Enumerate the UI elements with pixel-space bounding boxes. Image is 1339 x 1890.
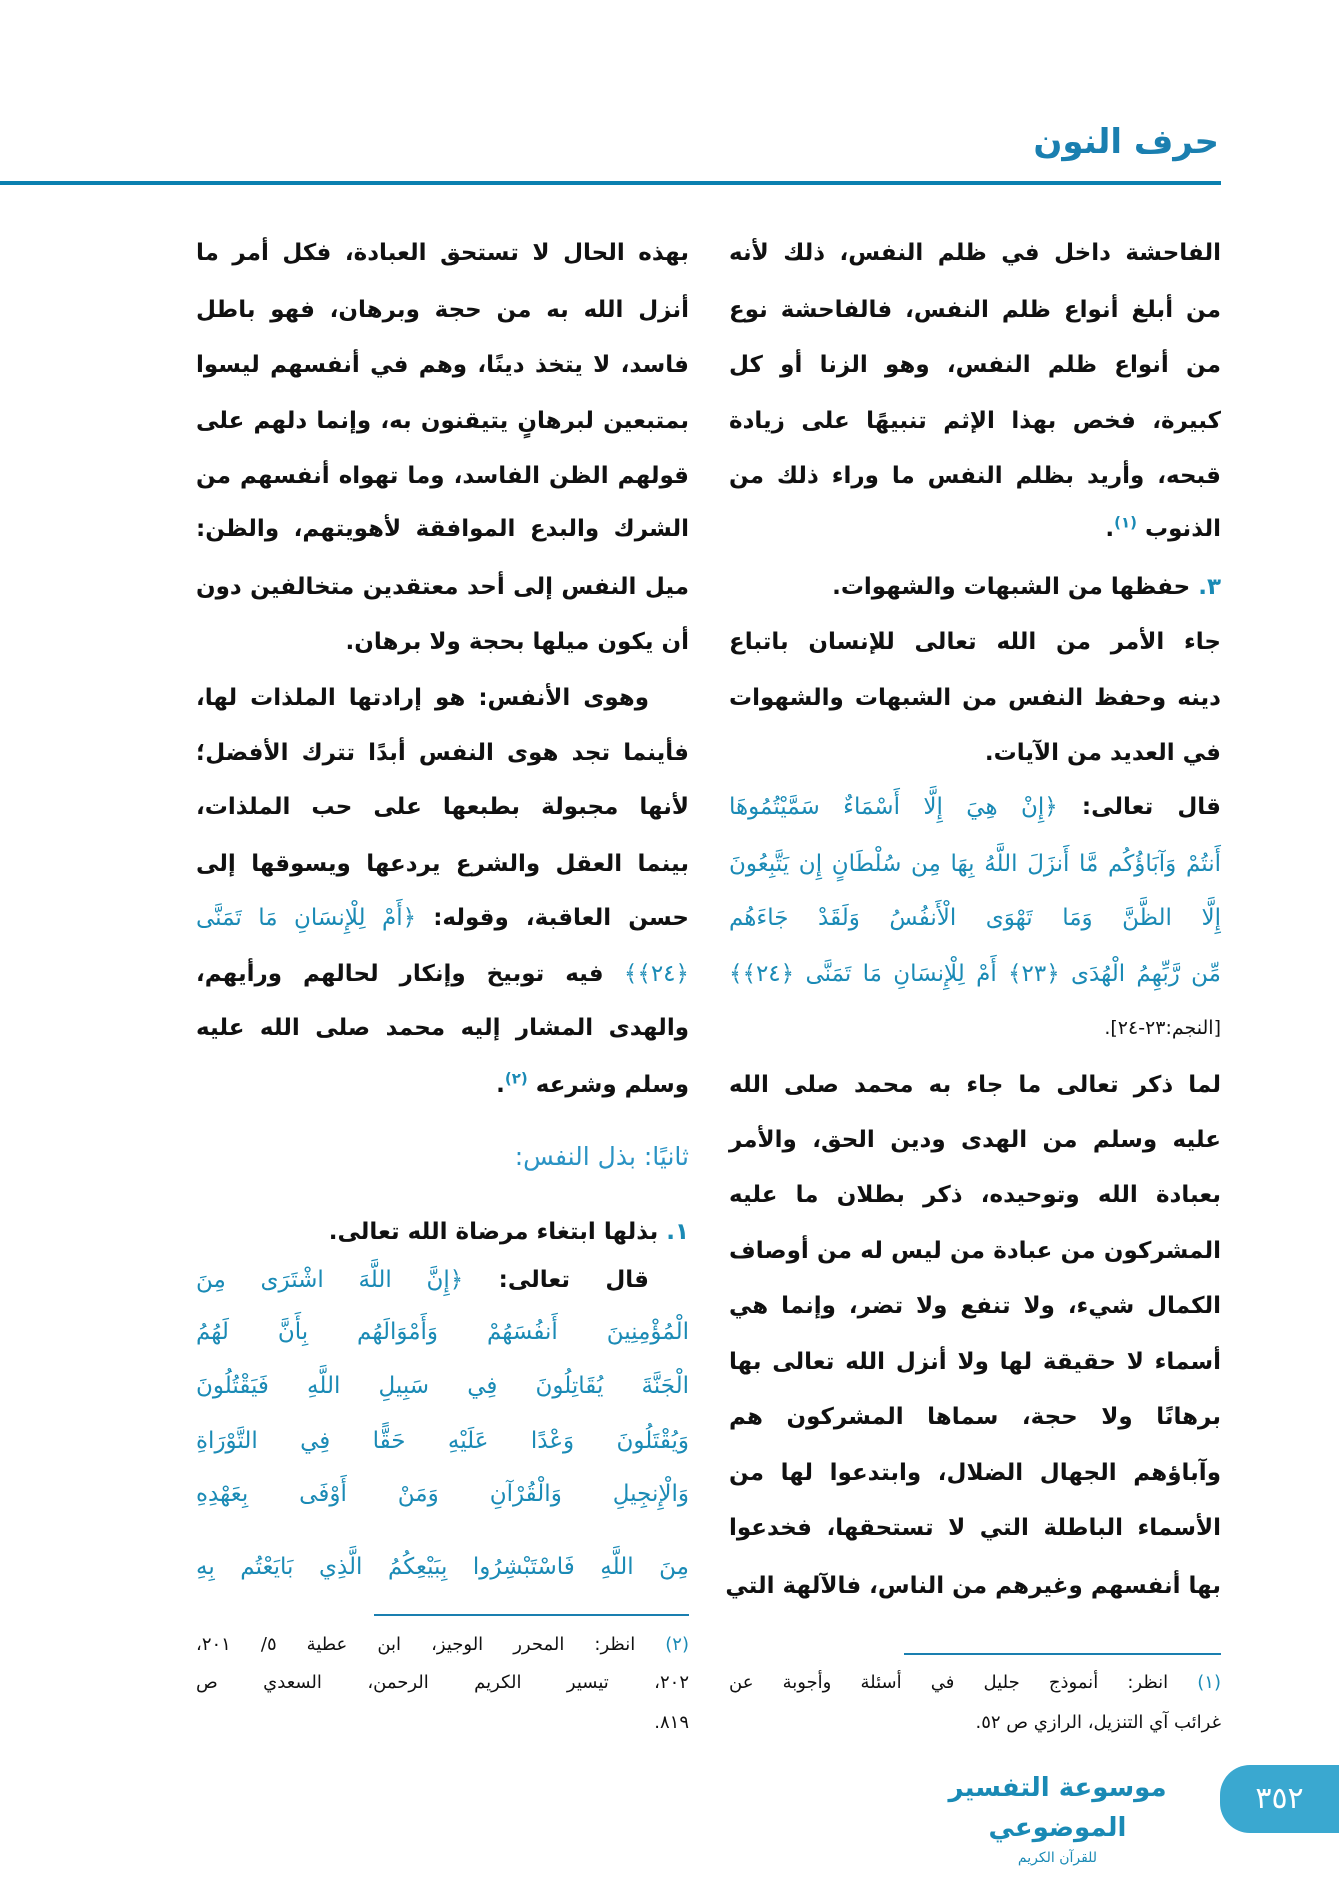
text-segment: . [1105, 516, 1115, 542]
quran-verse: وَالْإِنجِيلِ وَالْقُرْآنِ وَمَنْ أَوْفَى بِعَهْدِهِ [196, 1481, 689, 1507]
footnote-text: انظر: المحرر الوجيز، ابن عطية ٥/ ٢٠١، [196, 1634, 636, 1655]
text-line [729, 345, 1221, 385]
text-line [729, 787, 1221, 827]
text-line [196, 787, 689, 827]
text-segment: عليه وسلم من الهدى ودين الحق، والأمر [729, 1127, 1221, 1153]
logo-subtitle: للقرآن الكريم [1017, 1850, 1098, 1866]
quran-verse: إِلَّا الظَّنَّ وَمَا تَهْوَى الْأَنفُسُ وَلَقَدْ جَاءَهُم [729, 905, 1221, 931]
text-line [725, 1566, 1221, 1606]
text-line [729, 678, 1221, 718]
footnote-line [196, 1703, 689, 1743]
text-line [729, 954, 1221, 994]
text-segment: حفظها من الشبهات والشهوات. [832, 574, 1191, 600]
header-divider [0, 181, 1221, 185]
text-segment: لأنها مجبولة بطبعها على حب الملذات، [196, 794, 689, 820]
text-segment: بعبادة الله وتوحيده، ذكر بطلان ما عليه [729, 1182, 1221, 1208]
quran-verse: ﴿أَمْ لِلْإِنسَانِ مَا تَمَنَّى [196, 905, 417, 931]
quran-verse: مِّن رَّبِّهِمُ الْهُدَى ﴿٢٣﴾ أَمْ لِلْإِنسَانِ مَا تَمَنَّى ﴿٢٤﴾﴾ [729, 961, 1221, 987]
quran-verse: الْمُؤْمِنِينَ أَنفُسَهُمْ وَأَمْوَالَهُم بِأَنَّ لَهُمُ [196, 1319, 689, 1345]
text-segment: المشركون من عبادة من ليس له من أوصاف [729, 1238, 1221, 1264]
text-line [729, 1008, 1221, 1048]
text-line [196, 1137, 689, 1177]
text-segment: وهوى الأنفس: هو إرادتها الملذات لها، [196, 685, 649, 711]
text-line [196, 1260, 689, 1300]
footnote-line [196, 1625, 689, 1665]
footnote-text: ٢٠٢، تيسير الكريم الرحمن، السعدي ص [196, 1672, 689, 1693]
quran-verse: ﴿إِنَّ اللَّهَ اشْتَرَى مِنَ [196, 1267, 464, 1293]
text-segment: فأينما تجد هوى النفس أبدًا تترك الأفضل؛ [196, 740, 689, 766]
footnote-number: (١) [1168, 1672, 1221, 1693]
text-line [729, 1175, 1221, 1215]
text-line [196, 401, 689, 441]
text-line [729, 233, 1221, 273]
text-segment: دينه وحفظ النفس من الشبهات والشهوات [729, 685, 1221, 711]
text-segment: الكمال شيء، ولا تنفع ولا تضر، وإنما هي [729, 1293, 1221, 1319]
logo-title: موسوعة التفسير الموضوعي [948, 1773, 1167, 1843]
footnote-text: غرائب آي التنزيل، الرازي ص ٥٢. [975, 1712, 1221, 1733]
text-segment: والهدى المشار إليه محمد صلى الله عليه [196, 1015, 689, 1041]
text-segment: بينما العقل والشرع يردعها ويسوقها إلى [196, 851, 689, 877]
text-segment: لما ذكر تعالى ما جاء به محمد صلى الله [729, 1072, 1221, 1098]
text-segment: ميل النفس إلى أحد معتقدين متخالفين دون [196, 574, 689, 600]
list-number: ١. [658, 1219, 689, 1245]
text-segment: الذنوب [1137, 516, 1221, 542]
text-segment: [النجم:٢٣-٢٤]. [1104, 1017, 1221, 1039]
text-line [729, 567, 1221, 607]
footnote-text: انظر: أنموذج جليل في أسئلة وأجوبة عن [729, 1672, 1169, 1693]
text-line [196, 233, 689, 273]
text-line [196, 1212, 689, 1252]
text-line [196, 456, 689, 496]
quran-verse: أَنتُمْ وَآبَاؤُكُم مَّا أَنزَلَ اللَّهُ بِهَا مِن سُلْطَانٍ إِن يَتَّبِعُونَ [729, 851, 1221, 877]
text-segment: قال تعالى: [463, 1267, 649, 1293]
text-line [196, 290, 689, 330]
text-line [196, 954, 689, 994]
text-line [729, 733, 1221, 773]
text-segment: وسلم وشرعه [527, 1072, 689, 1098]
text-line [729, 1286, 1221, 1326]
text-segment: قولهم الظن الفاسد، وما تهواه أنفسهم من [196, 463, 689, 489]
quran-verse: ﴿إِنْ هِيَ إِلَّا أَسْمَاءٌ سَمَّيْتُمُوهَا [729, 794, 1058, 820]
text-line [729, 1065, 1221, 1105]
text-line [729, 622, 1221, 662]
text-line [196, 678, 689, 718]
text-line [196, 1065, 689, 1105]
text-line [729, 898, 1221, 938]
text-segment: بذلها ابتغاء مرضاة الله تعالى. [328, 1219, 659, 1245]
footnote-divider [904, 1653, 1221, 1655]
text-segment: ثانيًا: بذل النفس: [514, 1142, 689, 1171]
text-line [729, 509, 1221, 549]
text-line [196, 1008, 689, 1048]
text-segment: في العديد من الآيات. [984, 740, 1221, 766]
text-segment: بهذه الحال لا تستحق العبادة، فكل أمر ما [196, 240, 689, 266]
text-line [196, 1366, 689, 1406]
text-line [729, 1120, 1221, 1160]
footnote-text: ٨١٩. [654, 1712, 689, 1733]
text-line [196, 567, 689, 607]
text-segment: من أبلغ أنواع ظلم النفس، فالفاحشة نوع [729, 297, 1221, 323]
text-segment: فيه توبيخ وإنكار لحالهم ورأيهم، [196, 961, 604, 987]
text-segment: وآباؤهم الجهال الضلال، وابتدعوا لها من [729, 1460, 1221, 1486]
text-segment: أسماء لا حقيقة لها ولا أنزل الله تعالى بها [729, 1349, 1221, 1375]
text-line [729, 1231, 1221, 1271]
text-segment: كبيرة، فخص بهذا الإثم تنبيهًا على زيادة [729, 408, 1221, 434]
chapter-title: حرف النون [1033, 122, 1219, 162]
quran-verse: ﴿٢٤﴾﴾ [603, 961, 690, 987]
text-line [729, 401, 1221, 441]
text-line [729, 456, 1221, 496]
text-line [729, 1397, 1221, 1437]
text-segment: فاسد، لا يتخذ دينًا، وهم في أنفسهم ليسوا [196, 352, 689, 378]
list-number: ٣. [1190, 574, 1221, 600]
footnote-line [196, 1663, 689, 1703]
footnote-ref: (١) [1114, 513, 1138, 532]
quran-verse: مِنَ اللَّهِ فَاسْتَبْشِرُوا بِبَيْعِكُمُ الَّذِي بَايَعْتُم بِهِ [196, 1554, 689, 1580]
text-line [196, 622, 689, 662]
text-segment: قبحه، وأريد بظلم النفس ما وراء ذلك من [729, 463, 1221, 489]
page-number: ٣٥٢ [1220, 1765, 1339, 1833]
text-line [729, 844, 1221, 884]
text-segment: الفاحشة داخل في ظلم النفس، ذلك لأنه [729, 240, 1221, 266]
footnote-number: (٢) [635, 1634, 689, 1655]
footnote-line [729, 1703, 1221, 1743]
text-line [729, 1508, 1221, 1548]
text-line [729, 290, 1221, 330]
text-line [196, 898, 689, 938]
text-segment: الشرك والبدع الموافقة لأهويتهم، والظن: [196, 516, 689, 542]
quran-verse: الْجَنَّةَ يُقَاتِلُونَ فِي سَبِيلِ اللَّهِ فَيَقْتُلُونَ [196, 1373, 689, 1399]
text-line [196, 1312, 689, 1352]
text-segment: بها أنفسهم وغيرهم من الناس، فالآلهة التي [725, 1573, 1221, 1599]
quran-verse: وَيُقْتَلُونَ وَعْدًا عَلَيْهِ حَقًّا فِي التَّوْرَاةِ [196, 1428, 689, 1454]
encyclopedia-logo [935, 1768, 1180, 1866]
text-line [196, 1474, 689, 1514]
text-line [729, 1342, 1221, 1382]
text-segment: جاء الأمر من الله تعالى للإنسان باتباع [729, 629, 1221, 655]
text-segment: أن يكون ميلها بحجة ولا برهان. [345, 629, 689, 655]
text-line [196, 844, 689, 884]
text-line [196, 345, 689, 385]
text-segment: برهانًا ولا حجة، سماها المشركون هم [729, 1404, 1221, 1430]
footnote-divider [374, 1614, 689, 1616]
text-segment: من أنواع ظلم النفس، وهو الزنا أو كل [729, 352, 1221, 378]
text-line [196, 733, 689, 773]
text-line [729, 1453, 1221, 1493]
text-segment: بمتبعين لبرهانٍ يتيقنون به، وإنما دلهم على [196, 408, 689, 434]
text-line [196, 1547, 689, 1587]
footnote-line [729, 1663, 1221, 1703]
text-segment: الأسماء الباطلة التي لا تستحقها، فخدعوا [729, 1515, 1221, 1541]
text-line [196, 1421, 689, 1461]
text-segment: . [496, 1072, 505, 1098]
text-segment: أنزل الله به من حجة وبرهان، فهو باطل [196, 297, 689, 323]
text-line [196, 509, 689, 549]
text-segment: قال تعالى: [1057, 794, 1221, 820]
text-segment: حسن العاقبة، وقوله: [416, 905, 689, 931]
footnote-ref: (٢) [504, 1069, 528, 1088]
